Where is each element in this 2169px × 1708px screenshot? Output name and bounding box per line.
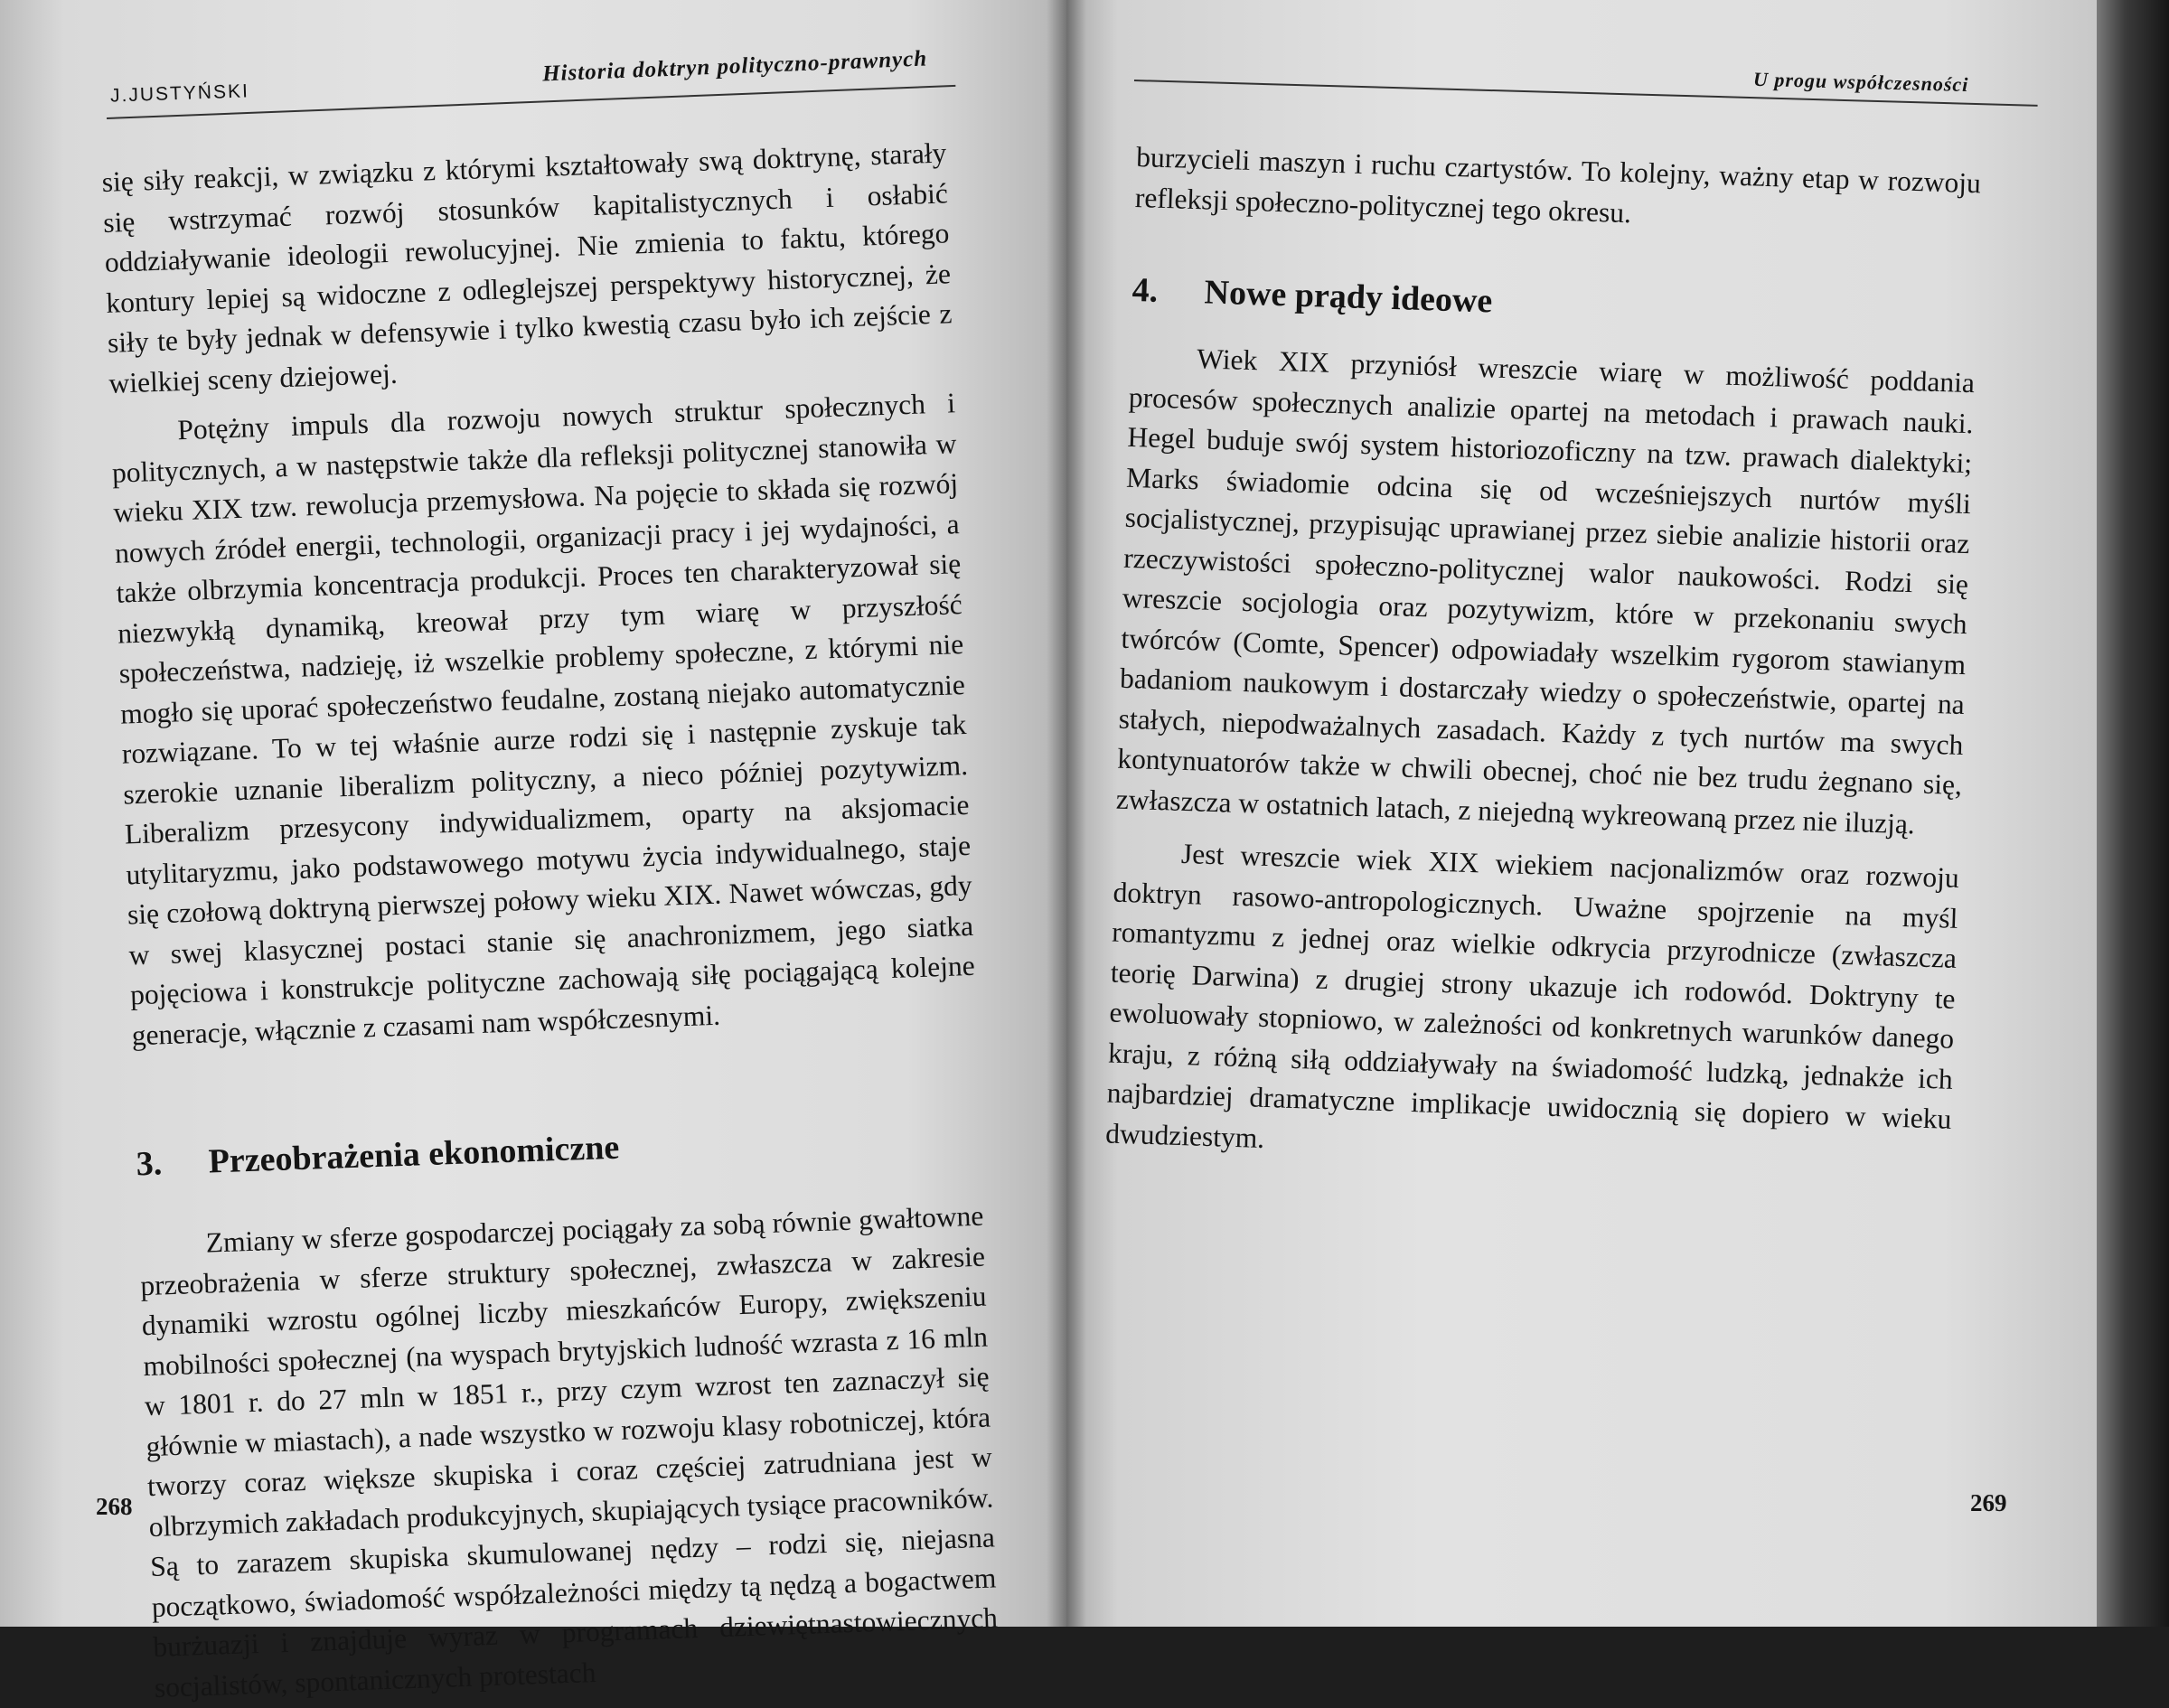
paragraph: Potężny impuls dla rozwoju nowych struktur społecznych i politycznych, a w następstwie także dla refleksji politycznej stanowiła w wieku XIX tzw. rewolucja przemysłowa. Na pojęcie to składa się rozwój nowych źródeł energii, technologii, organizacji pracy i jej wydajności, a także olbrzymia koncentracja produkcji. Proces ten charakteryzował się niezwykłą dynamiką, kreował przy tym wiarę w przyszłość społeczeństwa, nadzieję, iż wszelkie problemy społeczne, z którymi nie mogło się uporać społeczeństwo feudalne, zostaną niejako automatycznie rozwiązane. To w tej właśnie aurze rodzi się i następnie zyskuje tak szerokie uznanie liberalizm polityczny, a nieco później pozytywizm. Liberalizm przesycony indywidualizmem, oparty na aksjomacie utylitaryzmu, jako podstawowego motywu życia indywidualnego, staje się czołową doktryną pierwszej połowy wieku XIX. Nawet wówczas, gdy w swej klasycznej postaci stanie się anachronizmem, jego siatka pojęciowa i konstrukcje polityczne zachowają siłę pociągającą kolejne generacje, włącznie z czasami nam współczesnymi. <box>111 387 976 1051</box>
section-title: Nowe prądy ideowe <box>1203 273 1493 321</box>
section-heading-4 <box>1131 270 1977 336</box>
paragraph: się siły reakcji, w związku z którymi kształtowały swą doktrynę, starały się wstrzymać rozwój stosunków kapitalistycznych i osłabić oddziaływanie ideologii rewolucyjnej. Nie zmienia to faktu, którego kontury lepiej są widoczne z odleglejszej perspektywy historycznej, że siły te były jednak w defensywie i tylko kwestią czasu było ich zejście z wielkiej sceny dziejowej. <box>101 136 953 399</box>
section-title: Przeobrażenia ekonomiczne <box>207 1128 620 1181</box>
right-page <box>1066 0 2097 1627</box>
page-number-right: 269 <box>1970 1489 2007 1516</box>
paragraph: Jest wreszcie wiek XIX wiekiem nacjonalizmów oraz rozwoju doktryn rasowo-antropologicznych. Uważne spojrzenie na myśl romantyzmu z jednej oraz wielkie odkrycia przyrodnicze (zwłaszcza teorię Darwina) z drugiej strony ukazuje ich rodowód. Doktryny te ewoluowały stopniowo, w zależności od konkretnych warunków danego kraju, z różną siłą oddziaływały na świadomość ludzką, jednakże ich najbardziej dramatyczne implikacje uwidocznią się dopiero w wieku dwudziestym. <box>1104 837 1960 1154</box>
section-heading-3 <box>136 1115 981 1185</box>
paragraph: burzycieli maszyn i ruchu czartystów. To kolejny, ważny etap w rozwoju refleksji społeczno-politycznej tego okresu. <box>1134 140 1982 229</box>
page-number-left: 268 <box>96 1493 133 1520</box>
right-text-column <box>1105 137 1982 1180</box>
running-head-title: Historia doktryn polityczno-prawnych <box>541 46 928 87</box>
paragraph: Zmiany w sferze gospodarczej pociągały za sobą równie gwałtowne przeobrażenia w sferze struktury społecznej, zwłaszcza w zakresie dynamiki wzrostu ogólnej liczby mieszkańców Europy, zwiększeniu mobilności społecznej (na wyspach brytyjskich ludność wzrasta z 16 mln w 1801 r. do 27 mln w 1851 r., przy czym wzrost ten zaznaczył się głównie w miastach), a nade wszystko w rozwoju klasy robotniczej, która tworzy coraz większe skupiska i coraz częściej zatrudniana jest w olbrzymich zakładach produkcyjnych, skupiających tysiące pracowników. Są to zarazem skupiska skumulowanej nędzy – rodzi się, niejasna początkowo, świadomość współzależności między tą nędzą a bogactwem burżuazji i znajduje wyraz w programach dziewiętnastowiecznych socjalistów, spontanicznych protestach <box>139 1199 999 1703</box>
left-page <box>0 0 1066 1703</box>
running-head-title: U progu współczesności <box>1752 67 1969 97</box>
running-head-author: J.JUSTYŃSKI <box>109 80 250 107</box>
left-text-column <box>101 133 1000 1708</box>
book-gutter <box>1047 0 1086 1627</box>
section-number: 3. <box>135 1144 163 1184</box>
section-number: 4. <box>1131 270 1159 310</box>
paragraph: Wiek XIX przyniósł wreszcie wiarę w możliwość poddania procesów społecznych analizie opartej na metodach i prawach nauki. Hegel buduje swój system historiozoficzny na tzw. prawach dialektyki; Marks świadomie odcina się od wcześniejszych nurtów myśli socjalistycznej, przypisując uprawianej przez siebie analizie historii oraz rzeczywistości społeczno-politycznej walor naukowości. Rodzi się wreszcie socjologia oraz pozytywizm, które w przekonaniu swych twórców (Comte, Spencer) odpowiadały wszelkim rygorom stawianym badaniom naukowym i dostarczały wiedzy o społeczeństwie, opartej na stałych, niepodważalnych zasadach. Każdy z tych nurtów ma swych kontynuatorów także w chwili obecnej, choć nie bez trudu żegnano się, zwłaszcza w ostatnich latach, z niejedną wykreowaną przez nie iluzją. <box>1115 343 1976 840</box>
book-edge <box>2097 0 2169 1627</box>
